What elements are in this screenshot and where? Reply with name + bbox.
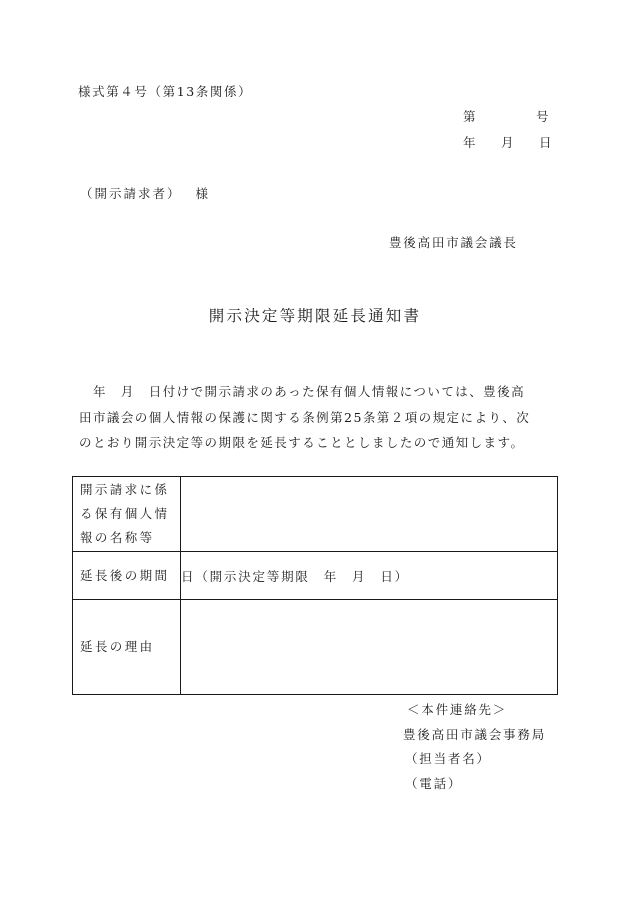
body-line: のとおり開示決定等の期限を延長することとしましたので通知します。 — [79, 435, 525, 450]
row-header-info-name — [73, 477, 181, 552]
document-title: 開示決定等期限延長通知書 — [208, 307, 422, 325]
row-header-line: る保有個人情 — [80, 506, 170, 521]
contact-person: （担当者名） — [405, 751, 491, 766]
table-row — [73, 477, 558, 552]
date-day: 日 — [539, 135, 552, 150]
period-day2: 日） — [380, 568, 409, 584]
row-header-extended-period: 延長後の期間 — [73, 552, 181, 600]
form-number-label: 様式第４号（第13条関係） — [78, 84, 253, 99]
row-header-line: 開示請求に係 — [80, 482, 170, 497]
date-month: 月 — [501, 135, 514, 150]
period-day: 日 — [181, 568, 196, 584]
body-line: 田市議会の個人情報の保護に関する条例第25条第２項の規定により、次 — [79, 409, 531, 425]
addressee-name: （開示請求者） — [80, 186, 182, 201]
table-row — [73, 552, 558, 600]
body-paragraph — [79, 379, 555, 456]
row-header-extension-reason: 延長の理由 — [73, 600, 181, 695]
date-year: 年 — [463, 135, 476, 150]
sender: 豊後高田市議会議長 — [389, 235, 518, 250]
period-year: 年 — [323, 568, 339, 584]
contact-phone: （電話） — [405, 775, 463, 791]
document-number-suffix: 号 — [536, 109, 549, 124]
period-month: 月 — [352, 568, 367, 584]
addressee — [80, 184, 210, 202]
extension-reason-value[interactable] — [181, 600, 558, 695]
extended-period-value[interactable] — [181, 552, 558, 600]
addressee-honorific: 様 — [195, 186, 211, 201]
contact-block — [403, 698, 546, 796]
body-line: 年 月 日付けで開示請求のあった保有個人情報については、豊後高 — [79, 384, 526, 399]
info-table — [72, 476, 558, 695]
table-row — [73, 600, 558, 695]
info-name-value[interactable] — [181, 477, 558, 552]
document-number-prefix: 第 — [463, 109, 476, 124]
period-open: （開示決定等期限 — [195, 568, 310, 584]
contact-office: 豊後高田市議会事務局 — [403, 726, 547, 742]
contact-heading: ＜本件連絡先＞ — [407, 702, 508, 717]
row-header-line: 報の名称等 — [80, 530, 155, 545]
